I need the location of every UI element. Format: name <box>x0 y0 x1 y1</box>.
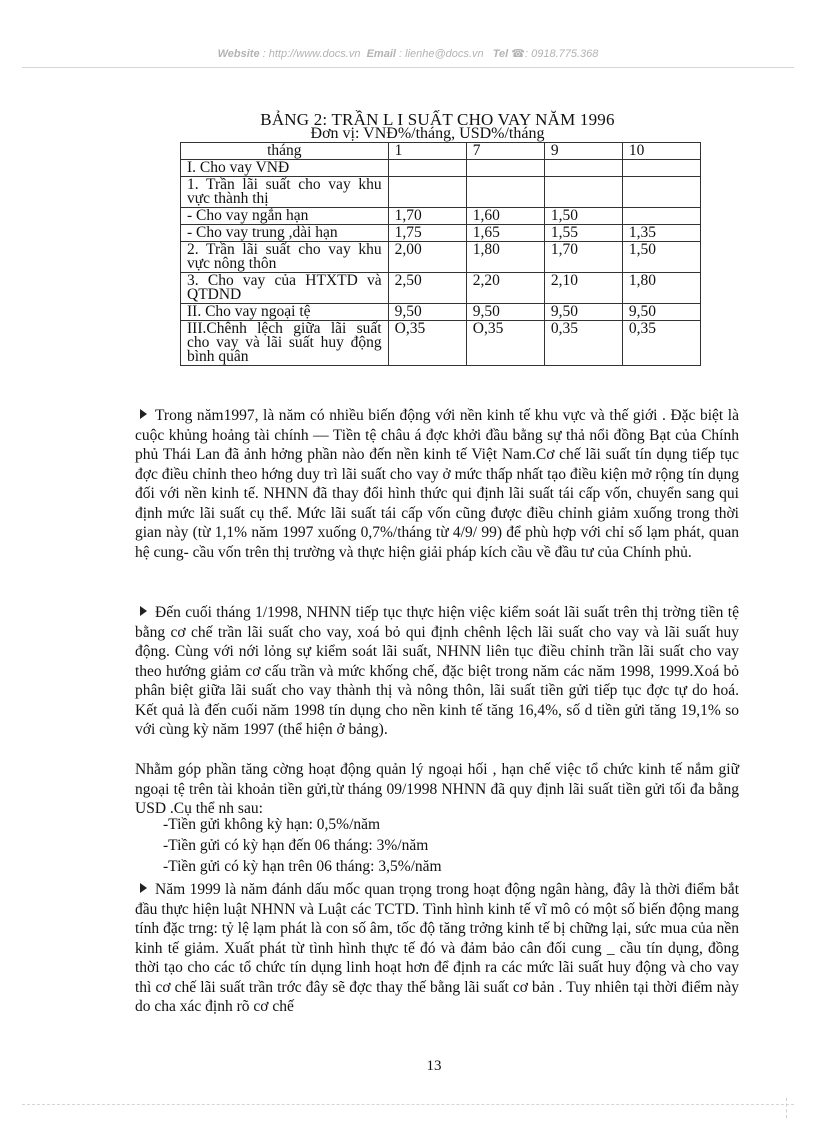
page-corner-mark <box>778 1098 787 1118</box>
header-cell: 10 <box>622 143 700 160</box>
table-cell <box>622 160 700 177</box>
table-row <box>181 177 701 208</box>
paragraph-text: Nhằm góp phần tăng cờng hoạt động quản lý ngoại hối , hạn chế việc tổ chức kinh tế nắm giữ ngoại tệ trên tài khoản tiền gửi,từ tháng 09/1998 NHNN đã quy định lãi suất tiền gửi tối đa bằng USD .Cụ thể nh sau: <box>135 761 739 817</box>
table-cell: 9,50 <box>544 304 622 321</box>
table-cell <box>388 160 466 177</box>
arrow-bullet-icon <box>140 606 147 616</box>
email-value: : lienhe@docs.vn <box>399 48 484 60</box>
paragraph-text: Đến cuối tháng 1/1998, NHNN tiếp tục thực hiện việc kiểm soát lãi suất trên thị trờng tiền tệ bằng cơ chế trần lãi suất cho vay, xoá bỏ qui định chênh lệch lãi suất cho vay và lãi suất huy động. Cùng với nới lỏng sự kiểm soát lãi suất, NHNN liên tục điều chỉnh trần lãi suất cho vay theo hướng giảm cơ cấu trần và mức khống chế, đặc biệt trong năm các năm 1998, 1999.Xoá bỏ phân biệt giữa lãi suất cho vay thành thị và nông thôn, lãi suất tiền gửi tiếp tục đợc tự do hoá. Kết quả là đến cuối năm 1998 tín dụng cho nền kinh tế tăng 16,4%, số d tiền gửi tăng 19,1% so với cùng kỳ năm 1997 (thể hiện ở bảng). <box>135 604 739 738</box>
paragraph <box>135 760 739 819</box>
arrow-bullet-icon <box>140 883 147 893</box>
table-row <box>181 242 701 273</box>
table-cell: 1,80 <box>466 242 544 273</box>
table-row <box>181 304 701 321</box>
website-label: Website <box>217 48 260 60</box>
table-cell <box>544 160 622 177</box>
table-cell: O,35 <box>388 321 466 366</box>
table-cell <box>388 177 466 208</box>
table-row <box>181 321 701 366</box>
table-title: BẢNG 2: TRẦN L I SUẤT CHO VAY NĂM 1996 <box>260 110 615 129</box>
table-cell: 1,75 <box>388 225 466 242</box>
header-cell: 1 <box>388 143 466 160</box>
row-label: I. Cho vay VNĐ <box>181 160 389 177</box>
table-cell: O,35 <box>466 321 544 366</box>
row-label: 3. Cho vay của HTXTD và QTDND <box>181 273 389 304</box>
table-row <box>181 225 701 242</box>
header-cell: tháng <box>181 143 389 160</box>
paragraph <box>135 406 739 562</box>
table-unit: Đơn vị: VNĐ%/tháng, USD%/tháng <box>310 125 545 142</box>
table-cell: 2,20 <box>466 273 544 304</box>
table-cell: 2,10 <box>544 273 622 304</box>
arrow-bullet-icon <box>140 409 147 419</box>
list-item: -Tiền gửi có kỳ hạn đến 06 tháng: 3%/năm <box>163 837 429 854</box>
table-cell: 1,55 <box>544 225 622 242</box>
table-cell: 1,65 <box>466 225 544 242</box>
table-cell: 1,50 <box>622 242 700 273</box>
table-cell: 1,50 <box>544 208 622 225</box>
page-number: 13 <box>426 1058 442 1074</box>
row-label: II. Cho vay ngoại tệ <box>181 304 389 321</box>
paragraph <box>135 880 739 1017</box>
table-row <box>181 273 701 304</box>
table-cell: 2,00 <box>388 242 466 273</box>
paragraph-text: Năm 1999 là năm đánh dấu mốc quan trọng trong hoạt động ngân hàng, đây là thời điểm bắt đầu thực hiện luật NHNN và Luật các TCTD. Tình hình kinh tế vĩ mô có một số biến động mang tính đặc trng: tỷ lệ lạm phát là con số âm, tốc độ tăng trởng kinh tế bị chững lại, sức mua của nền kinh tế giảm. Xuất phát từ tình hình thực tế đó và đảm bảo cân đối cung _ cầu tín dụng, đồng thời tạo cho các tổ chức tín dụng linh hoạt hơn để định ra các mức lãi suất huy động và cho vay thì cơ chế lãi suất trần trớc đây sẽ đợc thay thế bằng lãi suất cơ bản . Tuy nhiên tại thời điểm này do cha xác định rõ cơ chế <box>135 881 739 1015</box>
interest-rate-table <box>180 142 701 366</box>
email-label: Email <box>366 48 396 60</box>
list-item: -Tiền gửi không kỳ hạn: 0,5%/năm <box>163 816 381 833</box>
table-cell: 2,50 <box>388 273 466 304</box>
tel-value: : 0918.775.368 <box>525 48 599 60</box>
table-cell: 1,60 <box>466 208 544 225</box>
table-row <box>181 160 701 177</box>
table-cell: 9,50 <box>388 304 466 321</box>
table-cell: 0,35 <box>622 321 700 366</box>
paragraph <box>135 603 739 740</box>
phone-icon: ☎ <box>511 48 525 60</box>
table-cell <box>622 208 700 225</box>
row-label: 2. Trần lãi suất cho vay khu vực nông thôn <box>181 242 389 273</box>
table-cell <box>544 177 622 208</box>
row-label: - Cho vay trung ,dài hạn <box>181 225 389 242</box>
table-cell <box>466 160 544 177</box>
footer-rule <box>22 1104 794 1105</box>
table-cell: 1,70 <box>544 242 622 273</box>
tel-label: Tel <box>492 48 509 60</box>
header-cell: 7 <box>466 143 544 160</box>
list-item: -Tiền gửi có kỳ hạn trên 06 tháng: 3,5%/năm <box>163 858 442 875</box>
table-cell: 1,35 <box>622 225 700 242</box>
table-cell: 1,80 <box>622 273 700 304</box>
table-cell <box>622 177 700 208</box>
table-header-row <box>181 143 701 160</box>
table-cell: 9,50 <box>622 304 700 321</box>
header-cell: 9 <box>544 143 622 160</box>
table-row <box>181 208 701 225</box>
paragraph-text: Trong năm1997, là năm có nhiều biến động với nền kinh tế khu vực và thế giới . Đặc biệt là cuộc khủng hoảng tài chính — Tiền tệ châu á đợc khởi đầu bằng sự thả nổi đồng Bạt của Chính phủ Thái Lan đã ảnh hởng phần nào đến nền kinh tế Việt Nam.Cơ chế lãi suất tín dụng tiếp tục đợc điều chỉnh theo hớng duy trì lãi suất cho vay ở mức thấp nhất tạo điều kiện mở rộng tín dụng đối với nền kinh tế. NHNN đã thay đổi hình thức qui định lãi suất tái cấp vốn, chuyển sang qui định mức lãi suất cụ thể. Mức lãi suất tái cấp vốn cũng được điều chỉnh giảm xuống trong thời gian này (từ 1,1% năm 1997 xuống 0,7%/tháng từ 4/9/ 99) để phù hợp với chỉ số lạm phát, quan hệ cung- cầu vốn trên thị trường và thực hiện giải pháp kích cầu về đầu tư của Chính phủ. <box>135 407 739 561</box>
website-value: : http://www.docs.vn <box>262 48 361 60</box>
table-cell <box>466 177 544 208</box>
row-label: 1. Trần lãi suất cho vay khu vực thành thị <box>181 177 389 208</box>
row-label: - Cho vay ngắn hạn <box>181 208 389 225</box>
table-cell: 0,35 <box>544 321 622 366</box>
table-cell: 1,70 <box>388 208 466 225</box>
table-cell: 9,50 <box>466 304 544 321</box>
row-label: III.Chênh lệch giữa lãi suất cho vay và lãi suất huy động bình quân <box>181 321 389 366</box>
page-header <box>0 47 816 60</box>
header-rule <box>22 67 794 68</box>
